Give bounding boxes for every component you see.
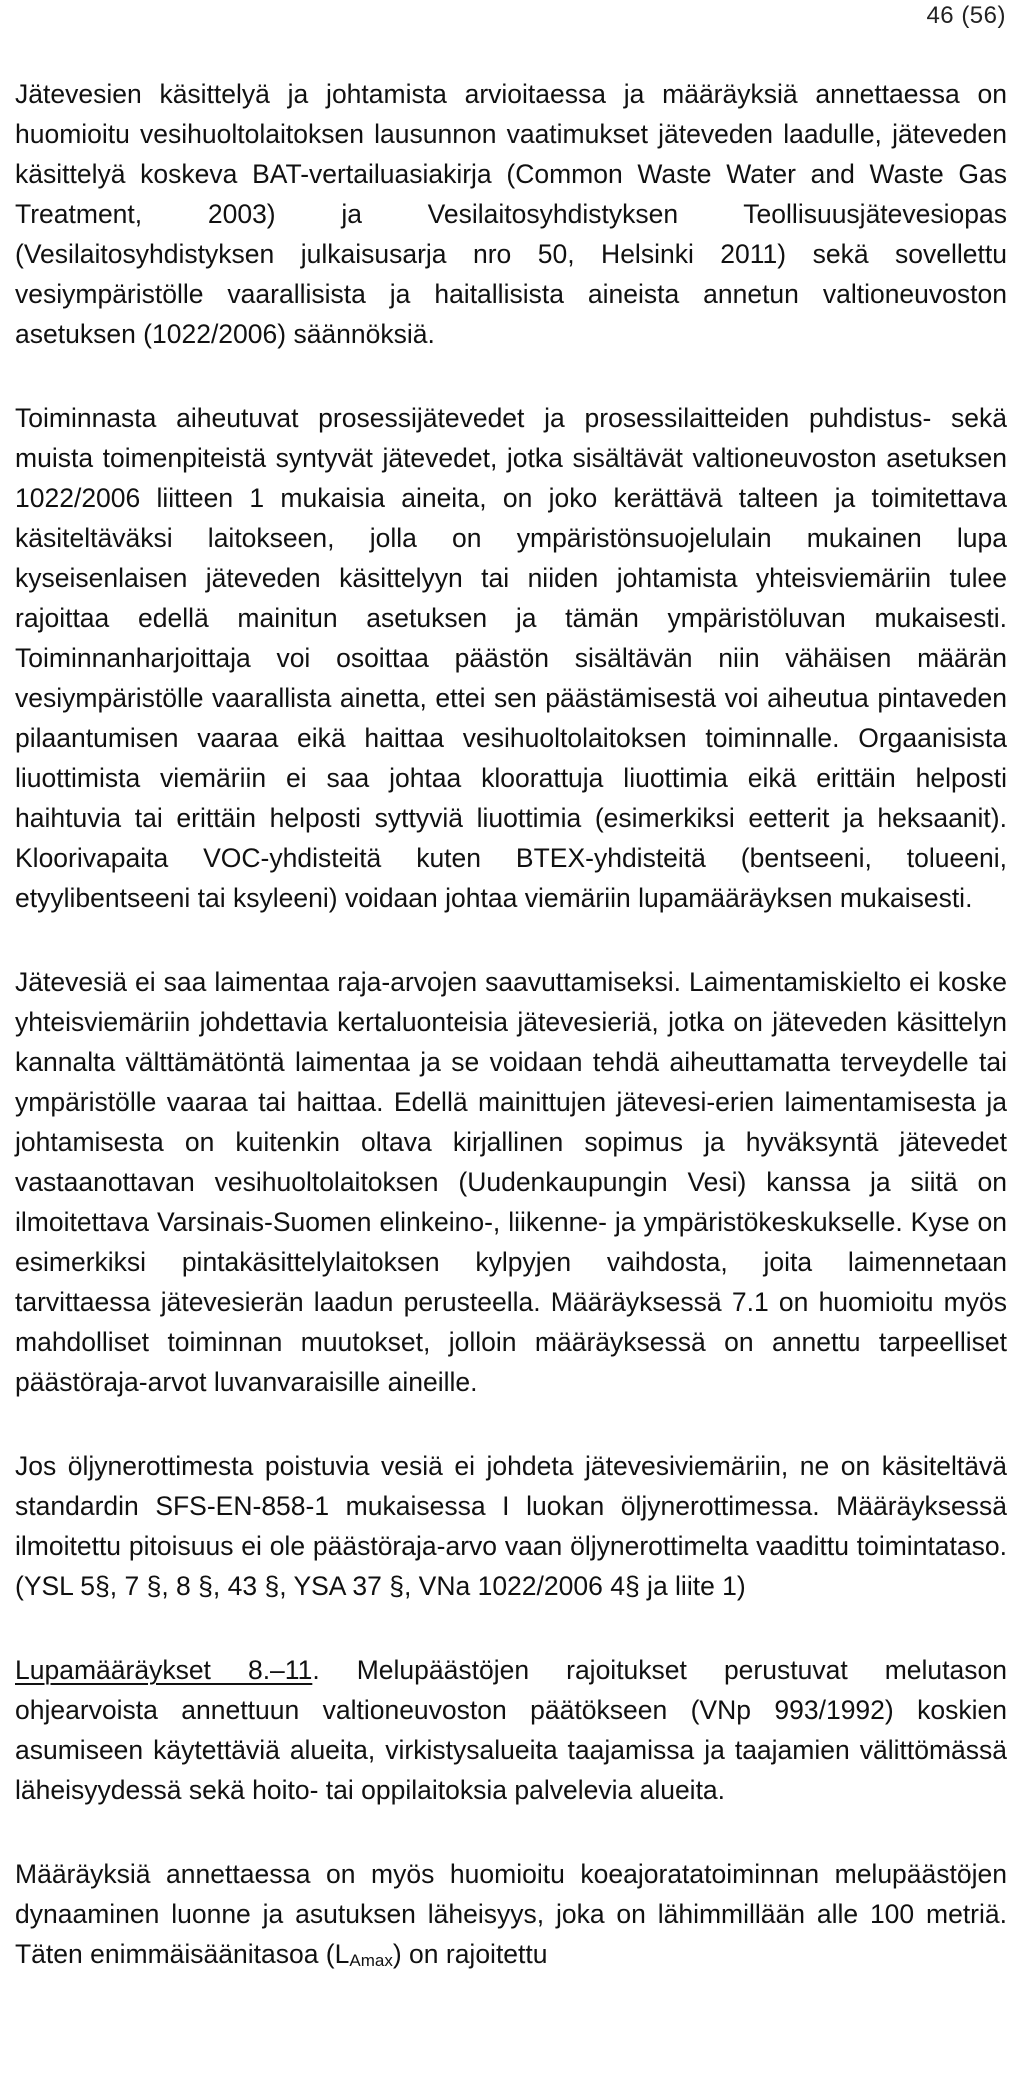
document-body bbox=[15, 74, 1007, 1981]
paragraph-test-track-noise bbox=[15, 1854, 1007, 1981]
paragraph-wastewater-assessment: Jätevesien käsittelyä ja johtamista arvioitaessa ja määräyksiä annettaessa on huomioitu vesihuoltolaitoksen lausunnon vaatimukset jäteveden laadulle, jäteveden käsittelyä koskeva BAT-vertailuasiakirja (Common Waste Water and Waste Gas Treatment, 2003) ja Vesilaitosyhdistyksen Teollisuusjätevesiopas (Vesilaitosyhdistyksen julkaisusarja nro 50, Helsinki 2011) sekä sovellettu vesiympäristölle vaarallisista ja haitallisista aineista annetun valtioneuvoston asetuksen (1022/2006) säännöksiä. bbox=[15, 79, 1007, 349]
paragraph-oil-separator: Jos öljynerottimesta poistuvia vesiä ei johdeta jätevesiviemäriin, ne on käsiteltävä standardin SFS-EN-858-1 mukaisessa I luokan öljynerottimessa. Määräyksessä ilmoitettu pitoisuus ei ole päästöraja-arvo vaan öljynerottimelta vaadittu toimintataso. (YSL 5§, 7 §, 8 §, 43 §, YSA 37 §, VNa 1022/2006 4§ ja liite 1) bbox=[15, 1451, 1007, 1601]
paragraph-dilution: Jätevesiä ei saa laimentaa raja-arvojen saavuttamiseksi. Laimentamiskielto ei koske yhteisviemäriin johdettavia kertaluonteisia jätevesieriä, jotka on jäteveden käsittelyn kannalta välttämätöntä laimentaa ja se voidaan tehdä aiheuttamatta terveydelle tai ympäristölle vaaraa tai haittaa. Edellä mainittujen jätevesi-erien laimentamisesta ja johtamisesta on kuitenkin oltava kirjallinen sopimus ja hyväksyntä jätevedet vastaanottavan vesihuoltolaitoksen (Uudenkaupungin Vesi) kanssa ja siitä on ilmoitettava Varsinais-Suomen elinkeino-, liikenne- ja ympäristökeskukselle. Kyse on esimerkiksi pintakäsittelylaitoksen kylpyjen vaihdosta, joita laimennetaan tarvittaessa jätevesierän laadun perusteella. Määräyksessä 7.1 on huomioitu myös mahdolliset toiminnan muutokset, jolloin määräyksessä on annettu tarpeelliset päästöraja-arvot luvanvaraisille aineille. bbox=[15, 967, 1007, 1397]
section-reference-heading: Lupamääräykset 8.–11 bbox=[15, 1655, 313, 1685]
paragraph-noise-regulations bbox=[15, 1650, 1007, 1810]
page-number: 46 (56) bbox=[926, 2, 1006, 29]
noise-regulations-text: . Melupäästöjen rajoitukset perustuvat melutason ohjearvoista annettuun valtioneuvoston päätökseen (VNp 993/1992) koskien asumiseen käytettäviä alueita, virkistysalueita taajamissa ja taajamien välittömässä läheisyydessä sekä hoito- tai oppilaitoksia palvelevia alueita. bbox=[15, 1655, 1007, 1805]
paragraph-process-wastewater: Toiminnasta aiheutuvat prosessijätevedet ja prosessilaitteiden puhdistus- sekä muista toimenpiteistä syntyvät jätevedet, jotka sisältävät valtioneuvoston asetuksen 1022/2006 liitteen 1 mukaisia aineita, on joko kerättävä talteen ja toimitettava käsiteltäväksi laitokseen, jolla on ympäristönsuojelulain mukainen lupa kyseisenlaisen jäteveden käsittelyyn tai niiden johtamista yhteisviemäriin tulee rajoittaa edellä mainitun asetuksen ja tämän ympäristöluvan mukaisesti. Toiminnanharjoittaja voi osoittaa päästön sisältävän niin vähäisen määrän vesiympäristölle vaarallista ainetta, ettei sen päästämisestä voi aiheutua pintaveden pilaantumisen vaaraa eikä haittaa vesihuoltolaitoksen toiminnalle. Orgaanisista liuottimista viemäriin ei saa johtaa kloorattuja liuottimia eikä erittäin helposti haihtuvia tai erittäin helposti syttyviä liuottimia (esimerkiksi eetterit ja heksaanit). Kloorivapaita VOC-yhdisteitä kuten BTEX-yhdisteitä (bentseeni, tolueeni, etyylibentseeni tai ksyleeni) voidaan johtaa viemäriin lupamääräyksen mukaisesti. bbox=[15, 403, 1007, 913]
lamax-subscript: Amax bbox=[349, 1951, 393, 1970]
test-track-noise-text-end: ) on rajoitettu bbox=[392, 1939, 548, 1969]
test-track-noise-text: Määräyksiä annettaessa on myös huomioitu koeajoratatoiminnan melupäästöjen dynaaminen luonne ja asutuksen läheisyys, joka on lähimmillään alle 100 metriä. Täten enimmäisäänitasoa (L bbox=[15, 1859, 1007, 1969]
